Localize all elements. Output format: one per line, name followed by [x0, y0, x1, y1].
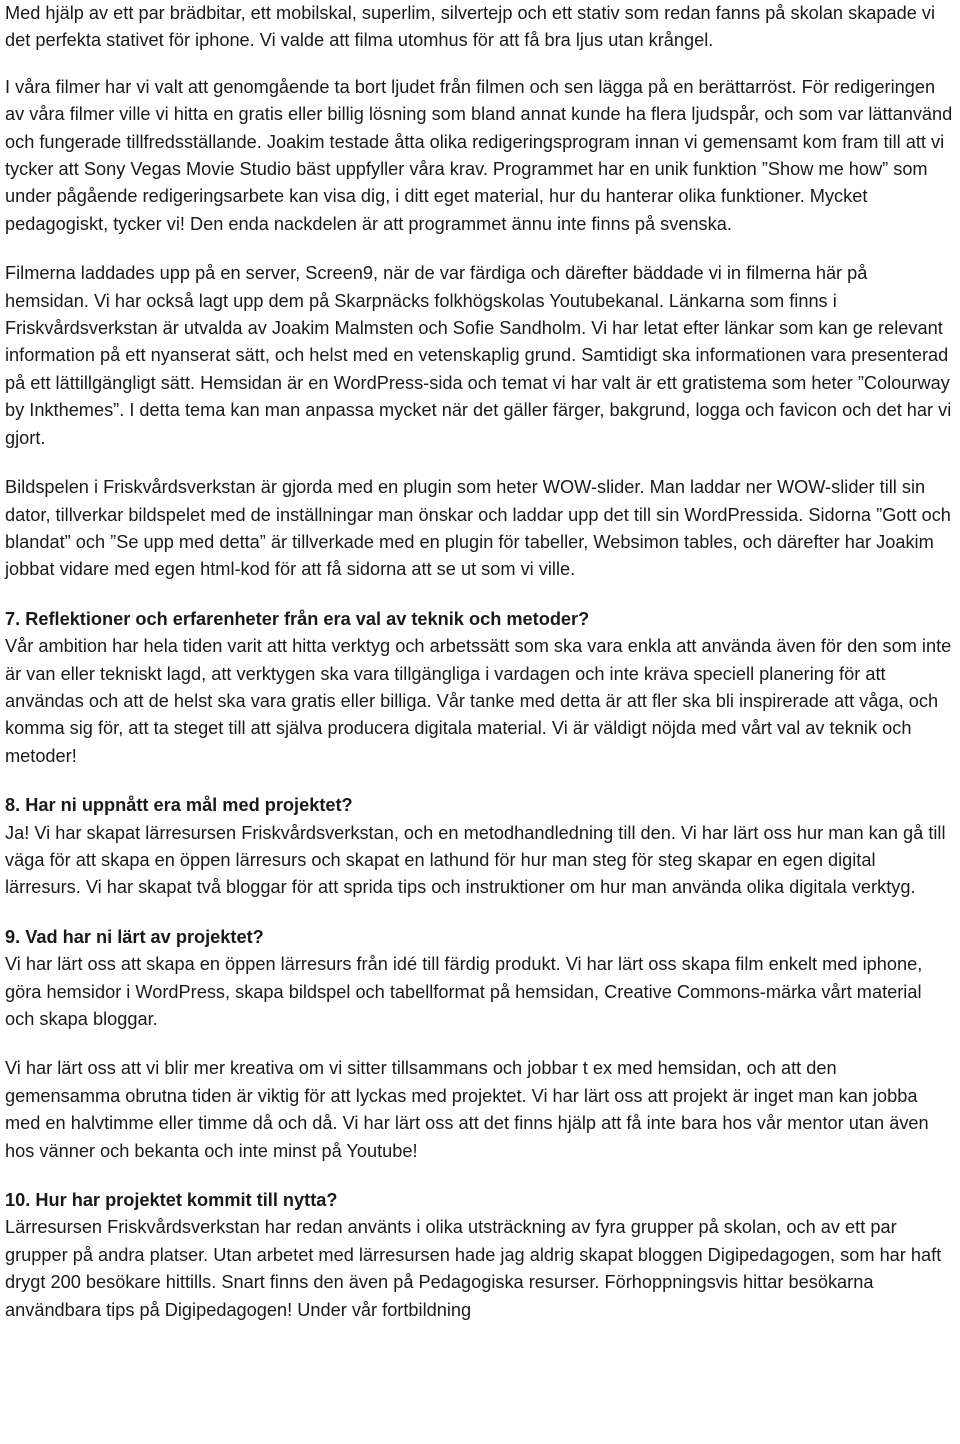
body-paragraph: Bildspelen i Friskvårdsverkstan är gjorda med en plugin som heter WOW-slider. Man laddar ner WOW-slider till sin dator, tillverkar bildspelet med de inställningar man önskar och laddar upp det till sin WordPressida. Sidorna ”Gott och blandat” och ”Se upp med detta” är tillverkade med en plugin för tabeller, Websimon tables, och därefter har Joakim jobbat vidare med egen html-kod för att få sidorna att se ut som vi ville. — [5, 477, 951, 580]
body-paragraph: I våra filmer har vi valt att genomgående ta bort ljudet från filmen och sen lägga på en berättarröst. För redigeringen av våra filmer ville vi hitta en gratis eller billig lösning som bland annat kunde ha flera ljudspår, och som var lättanvänd och fungerade tillfredsställande. Joakim testade åtta olika redigeringsprogram innan vi gemensamt kom fram till att vi tycker att Sony Vegas Movie Studio bäst uppfyller våra krav. Programmet har en unik funktion ”Show me how” som under pågående redigeringsarbete kan visa dig, i ditt eget material, hur du hanterar olika funktioner. Mycket pedagogiskt, tycker vi! Den enda nackdelen är att programmet ännu inte finns på svenska. — [5, 76, 953, 234]
body-paragraph: Ja! Vi har skapat lärresursen Friskvårdsverkstan, och en metodhandledning till den. Vi har lärt oss hur man kan gå till väga för att skapa en öppen lärresurs och skapat en lathund för hur man steg för steg skapar en egen digital lärresurs. Vi har skapat två bloggar för att sprida tips och instruktioner om hur man använda olika digitala verktyg. — [5, 822, 946, 898]
section-heading: 7. Reflektioner och erfarenheter från era val av teknik och metoder? — [5, 608, 590, 629]
body-paragraph: Lärresursen Friskvårdsverkstan har redan använts i olika utsträckning av fyra grupper på skolan, och av ett par grupper på andra platser. Utan arbetet med lärresursen hade jag aldrig skapat bloggen Digipedagogen, som har haft drygt 200 besökare hittills. Snart finns den även på Pedagogiska resurser. Förhoppningsvis hittar besökarna användbara tips på Digipedagogen! Under vår fortbildning — [5, 1217, 942, 1320]
section-9 — [5, 924, 955, 1165]
section-10 — [5, 1187, 955, 1324]
body-paragraph: Vi har lärt oss att skapa en öppen lärresurs från idé till färdig produkt. Vi har lärt oss skapa film enkelt med iphone, göra hemsidor i WordPress, skapa bildspel och tabellformat på hemsidan, Creative Commons-märka vårt material och skapa bloggar. — [5, 954, 923, 1029]
section-heading: 9. Vad har ni lärt av projektet? — [5, 926, 264, 947]
body-paragraph: Vi har lärt oss att vi blir mer kreativa om vi sitter tillsammans och jobbar t ex med hemsidan, och att den gemensamma obrutna tiden är viktig för att lyckas med projektet. Vi har lärt oss att projekt är inget man kan jobba med en halvtimme eller timme då och då. Vi har lärt oss att det finns hjälp att få inte bara hos vår mentor utan även hos vänner och bekanta och inte minst på Youtube! — [5, 1058, 929, 1161]
document-page — [5, 0, 955, 1324]
section-8 — [5, 792, 955, 902]
body-paragraph: Vår ambition har hela tiden varit att hitta verktyg och arbetssätt som ska vara enkla att använda även för den som inte är van eller tekniskt lagd, att verktygen ska vara tillgängliga i vardagen och inte kräva speciell planering för att användas och att de helst ska vara gratis eller billiga. Vår tanke med detta är att fler ska bli inspirerade att våga, och komma sig för, att ta steget till att själva producera digitala material. Vi är väldigt nöjda med vårt val av teknik och metoder! — [5, 636, 952, 766]
body-paragraph: Med hjälp av ett par brädbitar, ett mobilskal, superlim, silvertejp och ett stativ som redan fanns på skolan skapade vi det perfekta stativet för iphone. Vi valde att filma utomhus för att få bra ljus utan krångel. — [5, 3, 936, 51]
body-paragraph: Filmerna laddades upp på en server, Screen9, när de var färdiga och därefter bäddade vi in filmerna här på hemsidan. Vi har också lagt upp dem på Skarpnäcks folkhögskolas Youtubekanal. Länkarna som finns i Friskvårdsverkstan är utvalda av Joakim Malmsten och Sofie Sandholm. Vi har letat efter länkar som kan ge relevant information på ett nyanserat sätt, och helst med en vetenskaplig grund. Samtidigt ska informationen vara presenterad på ett lättillgängligt sätt. Hemsidan är en WordPress-sida och temat vi har valt är ett gratistema som heter ”Colourway by Inkthemes”. I detta tema kan man anpassa mycket när det gäller färger, bakgrund, logga och favicon och det har vi gjort. — [5, 263, 952, 448]
section-heading: 8. Har ni uppnått era mål med projektet? — [5, 795, 353, 816]
section-heading: 10. Hur har projektet kommit till nytta? — [5, 1190, 338, 1211]
section-7 — [5, 606, 955, 770]
